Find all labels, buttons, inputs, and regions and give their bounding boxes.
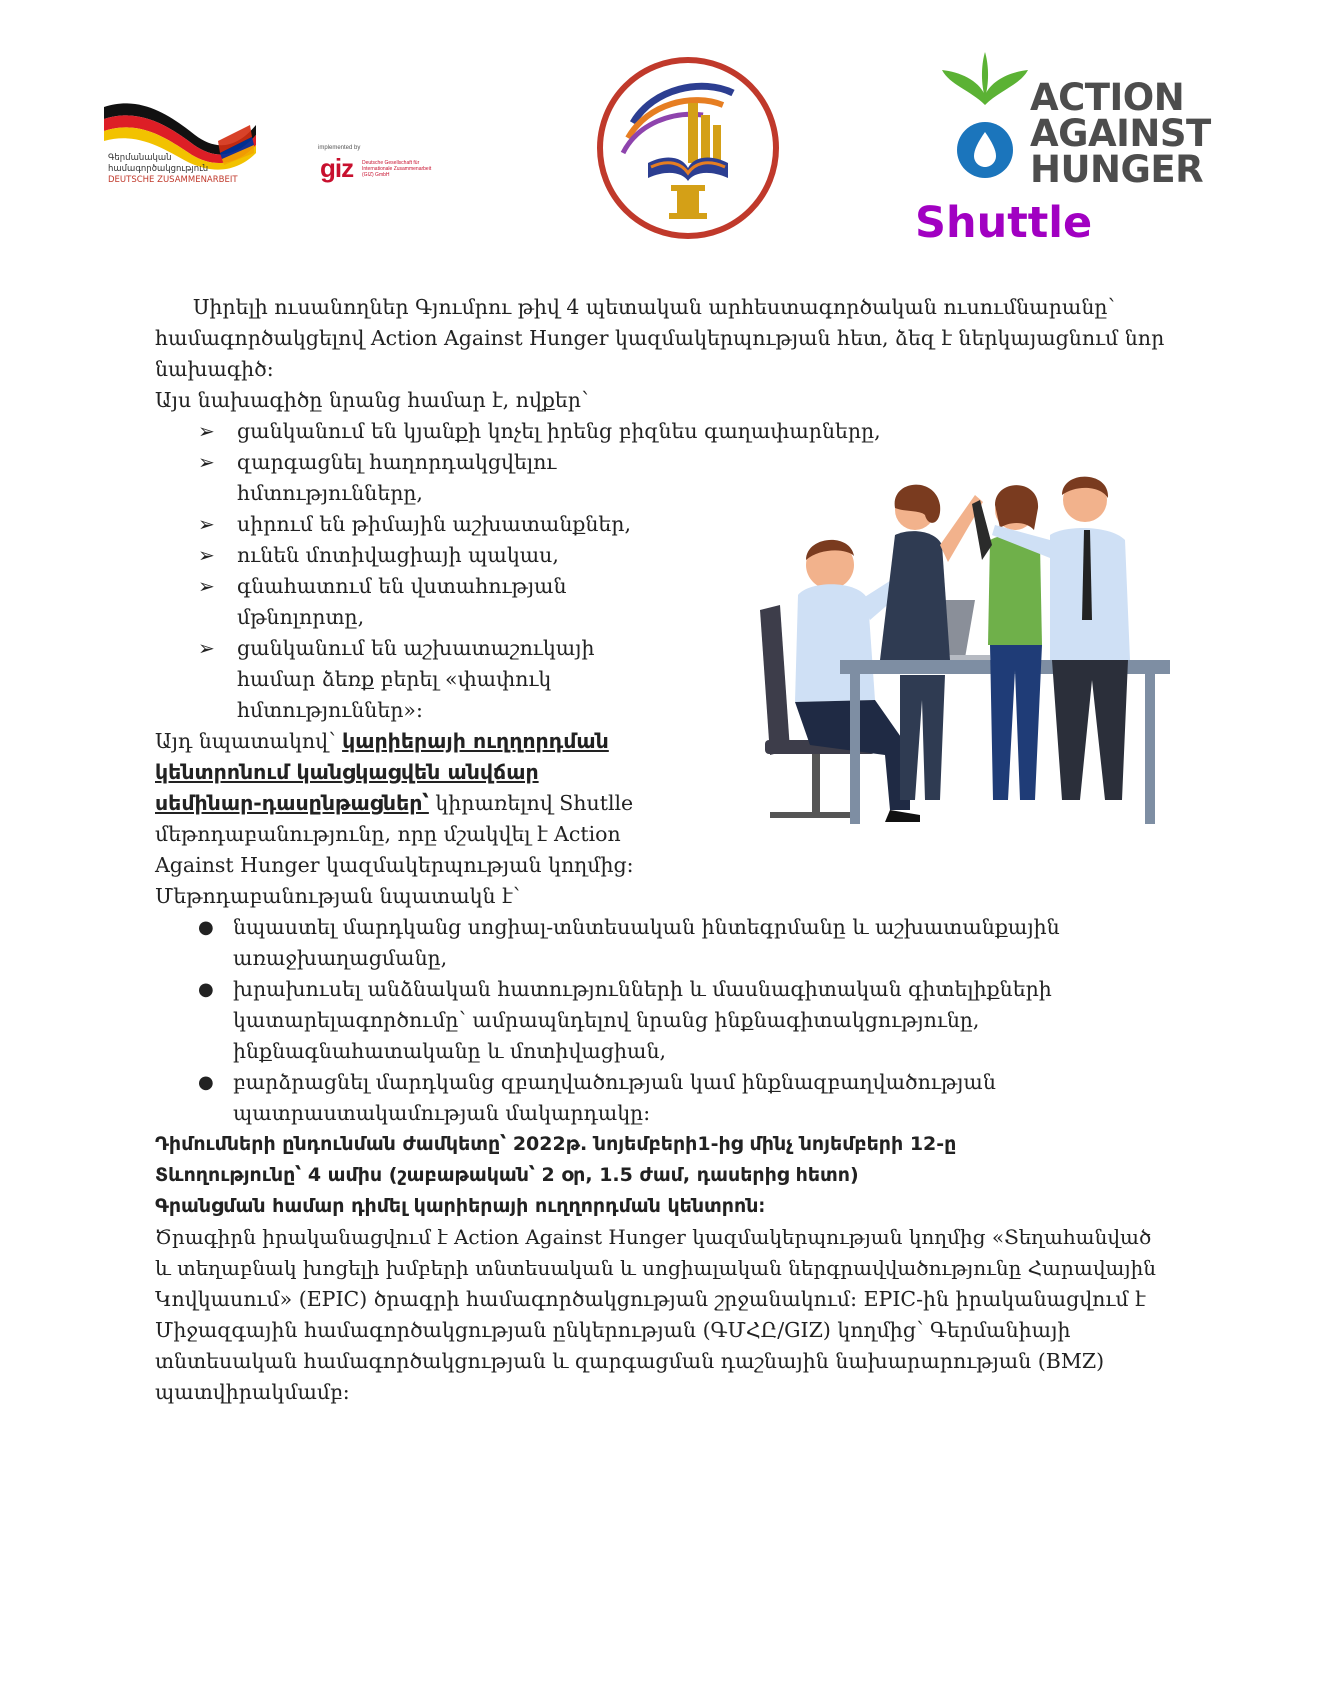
bullet-dot-icon: ●: [198, 917, 214, 938]
team-high-five-icon: [750, 470, 1170, 870]
register-line: Գրանցման համար դիմել կարիերայի ուղղորդման կենտրոն։: [155, 1195, 766, 1217]
arrow-bullet-icon: ➢: [198, 419, 215, 443]
bullet-item: նպաստել մարդկանց սոցիալ-տնտեսական ինտեգրմանը և աշխատանքային: [233, 915, 1060, 939]
arrow-bullet-icon: ➢: [198, 574, 215, 598]
intro-line-3: նախագիծ։: [155, 357, 274, 381]
giz-full-name: Deutsche Gesellschaft für Internationale Zusammenarbeit (GIZ) GmbH: [362, 160, 432, 178]
giz-implemented-by: implemented by: [318, 145, 361, 151]
bullet-item-cont: պատրաստակամության մակարդակը։: [233, 1101, 651, 1125]
purpose-prefix: Այդ նպատակով՝: [155, 729, 336, 753]
intro-line-2: համագործակցելով Action Against Hunger կազմակերպության հետ, ձեզ է ներկայացնում նոր: [155, 326, 1165, 350]
arrow-item: սիրում են թիմային աշխատանքներ,: [237, 512, 632, 536]
arrow-item: ցանկանում են կյանքի կոչել իրենց բիզնես գաղափարները,: [237, 419, 881, 443]
aah-wordmark: [1030, 76, 1211, 191]
arrow-item: ցանկանում են աշխատաշուկայի: [237, 636, 595, 660]
german-logo-line3: DEUTSCHE ZUSAMMENARBEIT: [108, 175, 238, 185]
deadline-line: Դիմումների ընդունման ժամկետը՝ 2022թ. նոյեմբերի1-ից մինչ նոյեմբերի 12-ը: [155, 1133, 957, 1155]
shuttle-logo: Shuttle: [915, 198, 1093, 248]
footer-line: պատվիրակմամբ։: [155, 1380, 350, 1404]
aah-line1: ACTION: [1030, 76, 1185, 119]
college-emblem-logo: [593, 53, 783, 243]
bullet-item: խրախուսել անձնական հատությունների և մասնագիտական գիտելիքների: [233, 977, 1052, 1001]
bullet-dot-icon: ●: [198, 1072, 214, 1093]
bullet-item-cont: կատարելագործումը՝ ամրապնդելով նրանց ինքնագիտակցությունը,: [233, 1008, 980, 1032]
arrow-item-cont: հմտությունները,: [237, 481, 423, 505]
arrow-bullet-icon: ➢: [198, 636, 215, 660]
footer-line: Ծրագիրն իրականացվում է Action Against Hunger կազմակերպության կողմից «Տեղահանված: [155, 1225, 1152, 1249]
arrow-item: ունեն մոտիվացիայի պակաս,: [237, 543, 559, 567]
purpose-line-5: Against Hunger կազմակերպության կողմից։: [155, 853, 634, 877]
intro-line-4: Այս նախագիծը նրանց համար է, ովքեր՝: [155, 388, 589, 412]
footer-line: Միջազգային համագործակցության ընկերության (ԳՄՀԸ/GIZ) կողմից՝ Գերմանիայի: [155, 1318, 1071, 1342]
bullet-item-cont: առաջխաղացմանը,: [233, 946, 448, 970]
arrow-bullet-icon: ➢: [198, 512, 215, 536]
purpose-line-6: Մեթոդաբանության նպատակն է՝: [155, 884, 520, 908]
bullet-item: բարձրացնել մարդկանց զբաղվածության կամ ինքնազբաղվածության: [233, 1070, 996, 1094]
bullet-dot-icon: ●: [198, 979, 214, 1000]
arrow-item-cont: համար ձեռք բերել «փափուկ: [237, 667, 552, 691]
purpose-suffix-3: կիրառելով Shutlle: [435, 791, 634, 815]
arrow-item-cont: մթնոլորտը,: [237, 605, 365, 629]
purpose-bold-3: սեմինար-դասընթացներ՝: [155, 791, 429, 815]
aah-line2: AGAINST: [1030, 112, 1211, 155]
purpose-bold-1: կարիերայի ուղղորդման: [342, 729, 609, 753]
action-against-hunger-logo: [915, 50, 1211, 250]
arrow-item: գնահատում են վստահության: [237, 574, 567, 598]
aah-line3: HUNGER: [1030, 148, 1204, 191]
bullet-item-cont: ինքնագնահատականը և մոտիվացիան,: [233, 1039, 666, 1063]
arrow-bullet-icon: ➢: [198, 543, 215, 567]
german-logo-line2: համագործակցություն: [108, 164, 209, 174]
purpose-line-3: [155, 788, 633, 819]
footer-line: և տեղաբնակ խոցելի խմբերի տնտեսական և սոցիալական ներգրավվածությունը Հարավային: [155, 1256, 1157, 1280]
footer-line: տնտեսական համագործակցության և զարգացման դաշնային նախարարության (BMZ): [155, 1349, 1105, 1373]
purpose-line-1: [155, 726, 609, 757]
duration-line: Տևողությունը՝ 4 ամիս (շաբաթական՝ 2 օր, 1.5 ժամ, դասերից հետո): [155, 1164, 859, 1186]
intro-line-1: Սիրելի ուսանողներ Գյումրու թիվ 4 պետական արհեստագործական ուսումնարանը՝: [193, 295, 1115, 319]
footer-line: Կովկասում» (EPIC) ծրագրի համագործակցության շրջանակում։ EPIC-ին իրականացվում է: [155, 1287, 1146, 1311]
giz-logo: [318, 145, 438, 195]
purpose-line-4: մեթոդաբանությունը, որը մշակվել է Action: [155, 822, 621, 846]
teamwork-illustration: [750, 470, 1170, 870]
college-emblem-icon: [593, 53, 783, 243]
german-cooperation-logo: [100, 95, 260, 205]
german-logo-line1: Գերմանական: [108, 153, 172, 163]
giz-mark: giz: [320, 153, 354, 183]
aah-leaf-drop-icon: [940, 50, 1030, 200]
arrow-item: զարգացնել հաղորդակցվելու: [237, 450, 557, 474]
arrow-bullet-icon: ➢: [198, 450, 215, 474]
purpose-bold-2: կենտրոնում կանցկացվեն անվճար: [155, 760, 539, 784]
arrow-item-cont: հմտություններ»։: [237, 698, 423, 722]
